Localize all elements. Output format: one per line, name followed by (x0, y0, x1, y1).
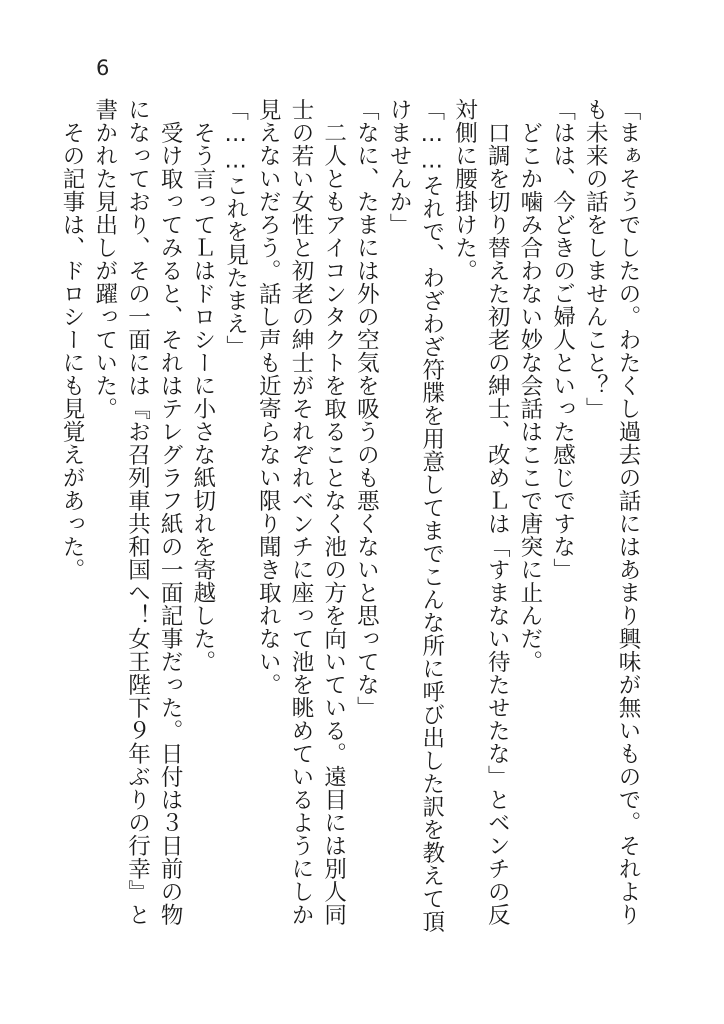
paragraph: そう言ってＬはドロシーに小さな紙切れを寄越した。 (189, 120, 216, 673)
page-number: 6 (96, 56, 110, 80)
paragraph: 「……それで、わざわざ符牒を用意してまでこんな所に呼び出した訳を教えて頂けませんか」 (386, 98, 445, 933)
paragraph: 受け取ってみると、それはテレグラフ紙の一面記事だった。日付は３日前の物になっており、その一面には『お召列車共和国へ！女王陛下９年ぶりの行幸』と書かれた見出しが躍っていた。 (91, 98, 184, 926)
paragraph: 口調を切り替えた初老の紳士、改めＬは「すまない待たせたな」とベンチの反対側に腰掛けた。 (451, 98, 511, 926)
vertical-text-body (55, 98, 644, 948)
paragraph: その記事は、ドロシーにも見覚えがあった。 (59, 120, 86, 581)
paragraph: 「はは、今どきのご婦人といった感じですな」 (549, 98, 576, 581)
paragraph: 二人ともアイコンタクトを取ることなく池の方を向いている。遠目には別人同士の若い女性と初老の紳士がそれぞれベンチに座って池を眺めているようにしか見えないだろう。話し声も近寄らない限り聞き取れない。 (255, 98, 347, 926)
paragraph: 「まぁそうでしたの。わたくし過去の話にはあまり興味が無いもので。それよりも未来の話をしませんこと？」 (582, 98, 641, 926)
paragraph: 「……これを見たまえ」 (222, 98, 249, 358)
paragraph: どこか噛み合わない妙な会話はここで唐突に止んだ。 (516, 120, 543, 673)
paragraph: 「なに、たまには外の空気を吸うのも悪くないと思ってな」 (353, 98, 380, 719)
